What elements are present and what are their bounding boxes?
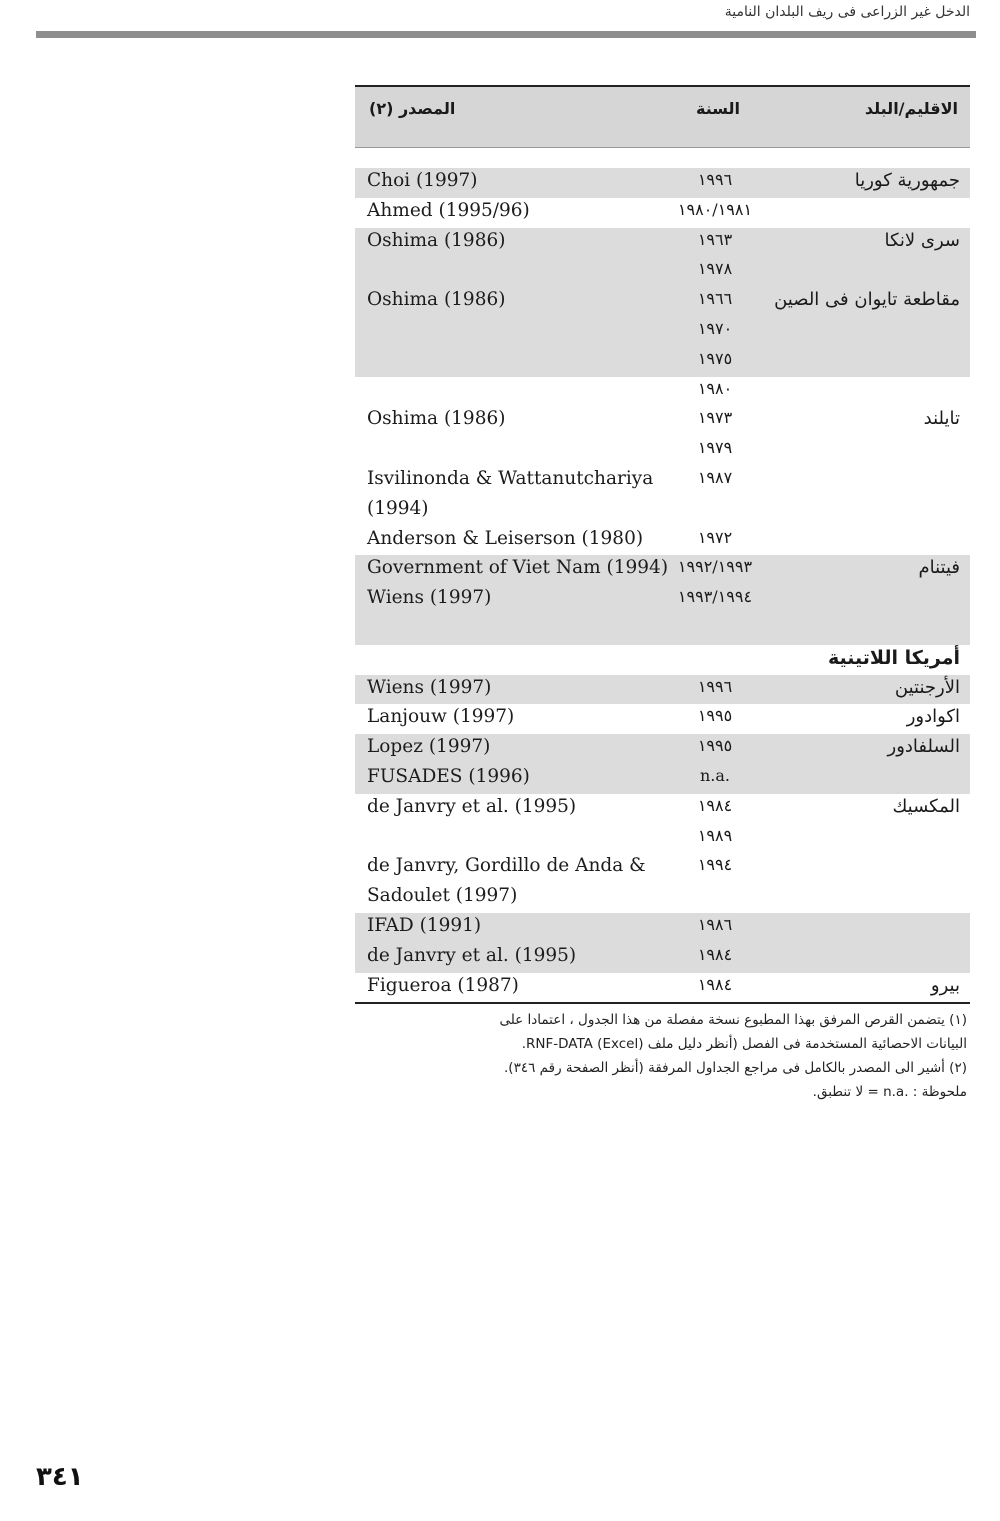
table-row bbox=[355, 794, 970, 824]
cell-year: ١٩٩٤ bbox=[697, 855, 733, 875]
cell-year: ١٩٧٢ bbox=[697, 527, 733, 547]
cell-source: Figueroa (1987) bbox=[367, 974, 519, 996]
footnote-na: ملحوظة : .n.a = لا تنطبق. bbox=[812, 1084, 967, 1100]
cell-year: ١٩٨٧ bbox=[697, 467, 733, 487]
table-row bbox=[355, 883, 970, 913]
cell-source: de Janvry, Gordillo de Anda & bbox=[367, 855, 646, 877]
table-body bbox=[355, 168, 970, 1002]
cell-year: ١٩٧٨ bbox=[697, 259, 733, 279]
table-row bbox=[355, 973, 970, 1003]
cell-year: ١٩٨٤ bbox=[697, 974, 733, 994]
table-row bbox=[355, 615, 970, 645]
page-number: ٣٤١ bbox=[36, 1462, 84, 1492]
footnotes bbox=[355, 1008, 967, 1104]
data-table bbox=[355, 85, 970, 1004]
table-row bbox=[355, 257, 970, 287]
cell-country: سرى لانكا bbox=[884, 229, 960, 251]
cell-country: بيرو bbox=[930, 974, 960, 996]
table-row bbox=[355, 317, 970, 347]
cell-source: FUSADES (1996) bbox=[367, 765, 530, 787]
cell-country: تايلند bbox=[923, 408, 960, 430]
cell-year: ١٩٧٠ bbox=[697, 318, 733, 338]
table-row bbox=[355, 824, 970, 854]
cell-year: ١٩٧٥ bbox=[697, 348, 733, 368]
table-row bbox=[355, 943, 970, 973]
cell-country: جمهورية كوريا bbox=[854, 170, 960, 191]
cell-year: ١٩٩٦ bbox=[697, 676, 733, 696]
cell-year: ١٩٨٤ bbox=[697, 944, 733, 964]
cell-source: de Janvry et al. (1995) bbox=[367, 795, 577, 817]
table-row bbox=[355, 496, 970, 526]
running-head: الدخل غير الزراعى فى ريف البلدان النامية bbox=[724, 4, 970, 20]
cell-source: Lanjouw (1997) bbox=[367, 706, 515, 728]
cell-country: الأرجنتين bbox=[894, 676, 960, 698]
cell-year: ١٩٦٦ bbox=[697, 289, 733, 309]
footnote-1-cont: البيانات الاحصائية المستخدمة فى الفصل (أنظر دليل ملف (RNF-DATA (Excel. bbox=[521, 1036, 967, 1052]
region-heading: أمريكا اللاتينية bbox=[827, 646, 960, 669]
table-row bbox=[355, 436, 970, 466]
footnote-2: (٢) أشير الى المصدر بالكامل فى مراجع الجداول المرفقة (أنظر الصفحة رقم ٣٤٦). bbox=[504, 1060, 967, 1076]
cell-year: ١٩٨٠/١٩٨١ bbox=[677, 199, 753, 219]
header-gap bbox=[355, 148, 970, 168]
cell-country: فيتنام bbox=[918, 557, 960, 579]
cell-year: ١٩٩٥ bbox=[697, 736, 733, 756]
cell-country: السلفادور bbox=[887, 736, 960, 758]
table-row bbox=[355, 287, 970, 317]
table-row bbox=[355, 526, 970, 556]
table-row bbox=[355, 466, 970, 496]
cell-year: ١٩٨٤ bbox=[697, 795, 733, 815]
table-row bbox=[355, 168, 970, 198]
table-header bbox=[355, 87, 970, 148]
cell-year: ١٩٩٢/١٩٩٣ bbox=[677, 557, 753, 577]
cell-source: Oshima (1986) bbox=[367, 289, 506, 311]
footnote-1: (١) يتضمن القرص المرفق بهذا المطبوع نسخة مفصلة من هذا الجدول ، اعتمادا على bbox=[499, 1012, 967, 1028]
cell-year: ١٩٩٥ bbox=[697, 706, 733, 726]
cell-source: Anderson & Leiserson (1980) bbox=[367, 527, 644, 549]
cell-source: Wiens (1997) bbox=[367, 587, 492, 609]
cell-year: ١٩٧٣ bbox=[697, 408, 733, 428]
cell-source: Lopez (1997) bbox=[367, 736, 491, 758]
cell-source: Sadoulet (1997) bbox=[367, 885, 518, 907]
cell-country: اكوادور bbox=[906, 706, 960, 728]
cell-source: IFAD (1991) bbox=[367, 914, 482, 936]
cell-country: المكسيك bbox=[892, 795, 960, 817]
table-row bbox=[355, 645, 970, 675]
cell-source: Government of Viet Nam (1994) bbox=[367, 557, 669, 579]
table-row bbox=[355, 853, 970, 883]
cell-source: Oshima (1986) bbox=[367, 229, 506, 251]
cell-year: ١٩٨٠ bbox=[697, 378, 733, 398]
table-row bbox=[355, 734, 970, 764]
table-row bbox=[355, 585, 970, 615]
cell-country: مقاطعة تايوان فى الصين bbox=[774, 289, 960, 311]
cell-year: n.a. bbox=[699, 765, 730, 785]
cell-source: de Janvry et al. (1995) bbox=[367, 944, 577, 966]
cell-year: ١٩٨٩ bbox=[697, 825, 733, 845]
table-row bbox=[355, 764, 970, 794]
table-row bbox=[355, 913, 970, 943]
cell-year: ١٩٨٦ bbox=[697, 914, 733, 934]
header-rule bbox=[36, 31, 976, 38]
table-row bbox=[355, 377, 970, 407]
table-row bbox=[355, 228, 970, 258]
table-row bbox=[355, 347, 970, 377]
cell-source: Choi (1997) bbox=[367, 170, 478, 191]
header-year: السنة bbox=[695, 99, 740, 118]
cell-source: (1994) bbox=[367, 497, 429, 519]
cell-year: ١٩٩٣/١٩٩٤ bbox=[677, 587, 753, 607]
cell-source: Wiens (1997) bbox=[367, 676, 492, 698]
table-row bbox=[355, 198, 970, 228]
cell-source: Oshima (1986) bbox=[367, 408, 506, 430]
cell-year: ١٩٦٣ bbox=[697, 229, 733, 249]
table-row bbox=[355, 675, 970, 705]
cell-year: ١٩٩٦ bbox=[697, 170, 733, 189]
cell-year: ١٩٧٩ bbox=[697, 438, 733, 458]
cell-source: Ahmed (1995/96) bbox=[367, 199, 530, 221]
table-row bbox=[355, 555, 970, 585]
header-country: الاقليم/البلد bbox=[864, 99, 958, 118]
table-row bbox=[355, 704, 970, 734]
table-row bbox=[355, 406, 970, 436]
header-source: المصدر (٢) bbox=[369, 99, 456, 118]
cell-source: Isvilinonda & Wattanutchariya bbox=[367, 467, 654, 489]
